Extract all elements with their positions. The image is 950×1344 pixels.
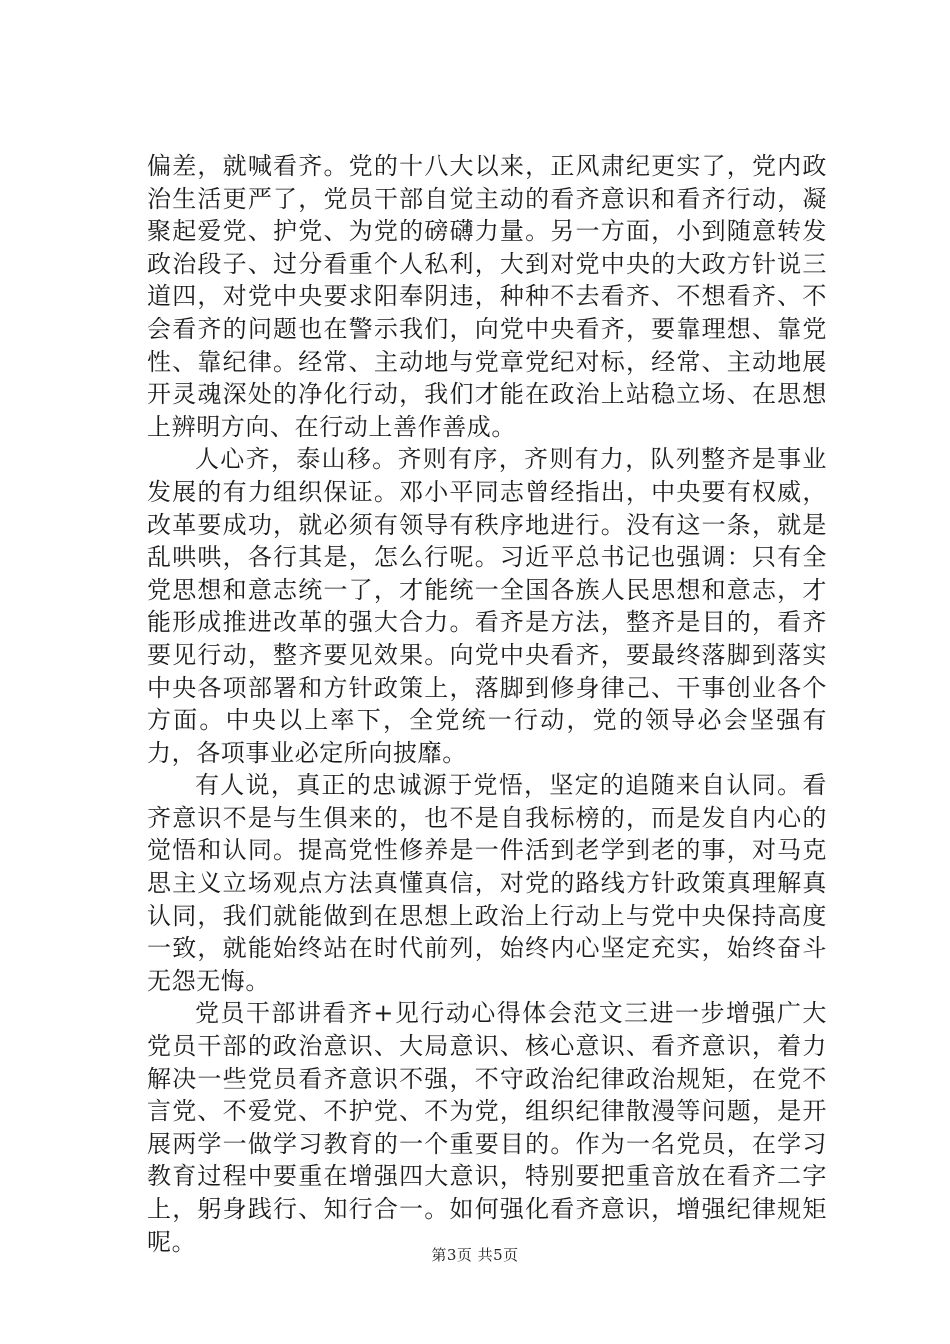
paragraph-essay-three: 党员干部讲看齐+见行动心得体会范文三进一步增强广大党员干部的政治意识、大局意识、核心意识、看齐意识，着力解决一些党员看齐意识不强，不守政治纪律政治规矩，在党不言党、不爱党、不护党、不为党，组织纪律散漫等问题，是开展两学一做学习教育的一个重要目的。作为一名党员，在学习教育过程中要重在增强四大意识，特别要把重音放在看齐二字上，躬身践行、知行合一。如何强化看齐意识，增强纪律规矩呢。 bbox=[147, 999, 827, 1256]
page-footer: 第3页 共5页 bbox=[431, 1246, 519, 1264]
paragraph-loyalty: 有人说，真正的忠诚源于党悟，坚定的追随来自认同。看齐意识不是与生俱来的，也不是自我标榜的，而是发自内心的觉悟和认同。提高党性修养是一件活到老学到老的事，对马克思主义立场观点方法真懂真信，对党的路线方针政策真理解真认同，我们就能做到在思想上政治上行动上与党中央保持高度一致，就能始终站在时代前列，始终内心坚定充实，始终奋斗无怨无悔。 bbox=[147, 771, 827, 995]
paragraph-unity: 人心齐，泰山移。齐则有序，齐则有力，队列整齐是事业发展的有力组织保证。邓小平同志曾经指出，中央要有权威，改革要成功，就必须有领导有秩序地进行。没有这一条，就是乱哄哄，各行其是，怎么行呢。习近平总书记也强调：只有全党思想和意志统一了，才能统一全国各族人民思想和意志，才能形成推进改革的强大合力。看齐是方法，整齐是目的，看齐要见行动，整齐要见效果。向党中央看齐，要最终落脚到落实中央各项部署和方针政策上，落脚到修身律己、干事创业各个方面。中央以上率下，全党统一行动，党的领导必会坚强有力，各项事业必定所向披靡。 bbox=[147, 445, 827, 767]
paragraph-continuation: 偏差，就喊看齐。党的十八大以来，正风肃纪更实了，党内政治生活更严了，党员干部自觉主动的看齐意识和看齐行动，凝聚起爱党、护党、为党的磅礴力量。另一方面，小到随意转发政治段子、过分看重个人私利，大到对党中央的大政方针说三道四，对党中央要求阳奉阴违，种种不去看齐、不想看齐、不会看齐的问题也在警示我们，向党中央看齐，要靠理想、靠党性、靠纪律。经常、主动地与党章党纪对标，经常、主动地展开灵魂深处的净化行动，我们才能在政治上站稳立场、在思想上辨明方向、在行动上善作善成。 bbox=[147, 152, 827, 441]
document-body bbox=[147, 150, 827, 1258]
